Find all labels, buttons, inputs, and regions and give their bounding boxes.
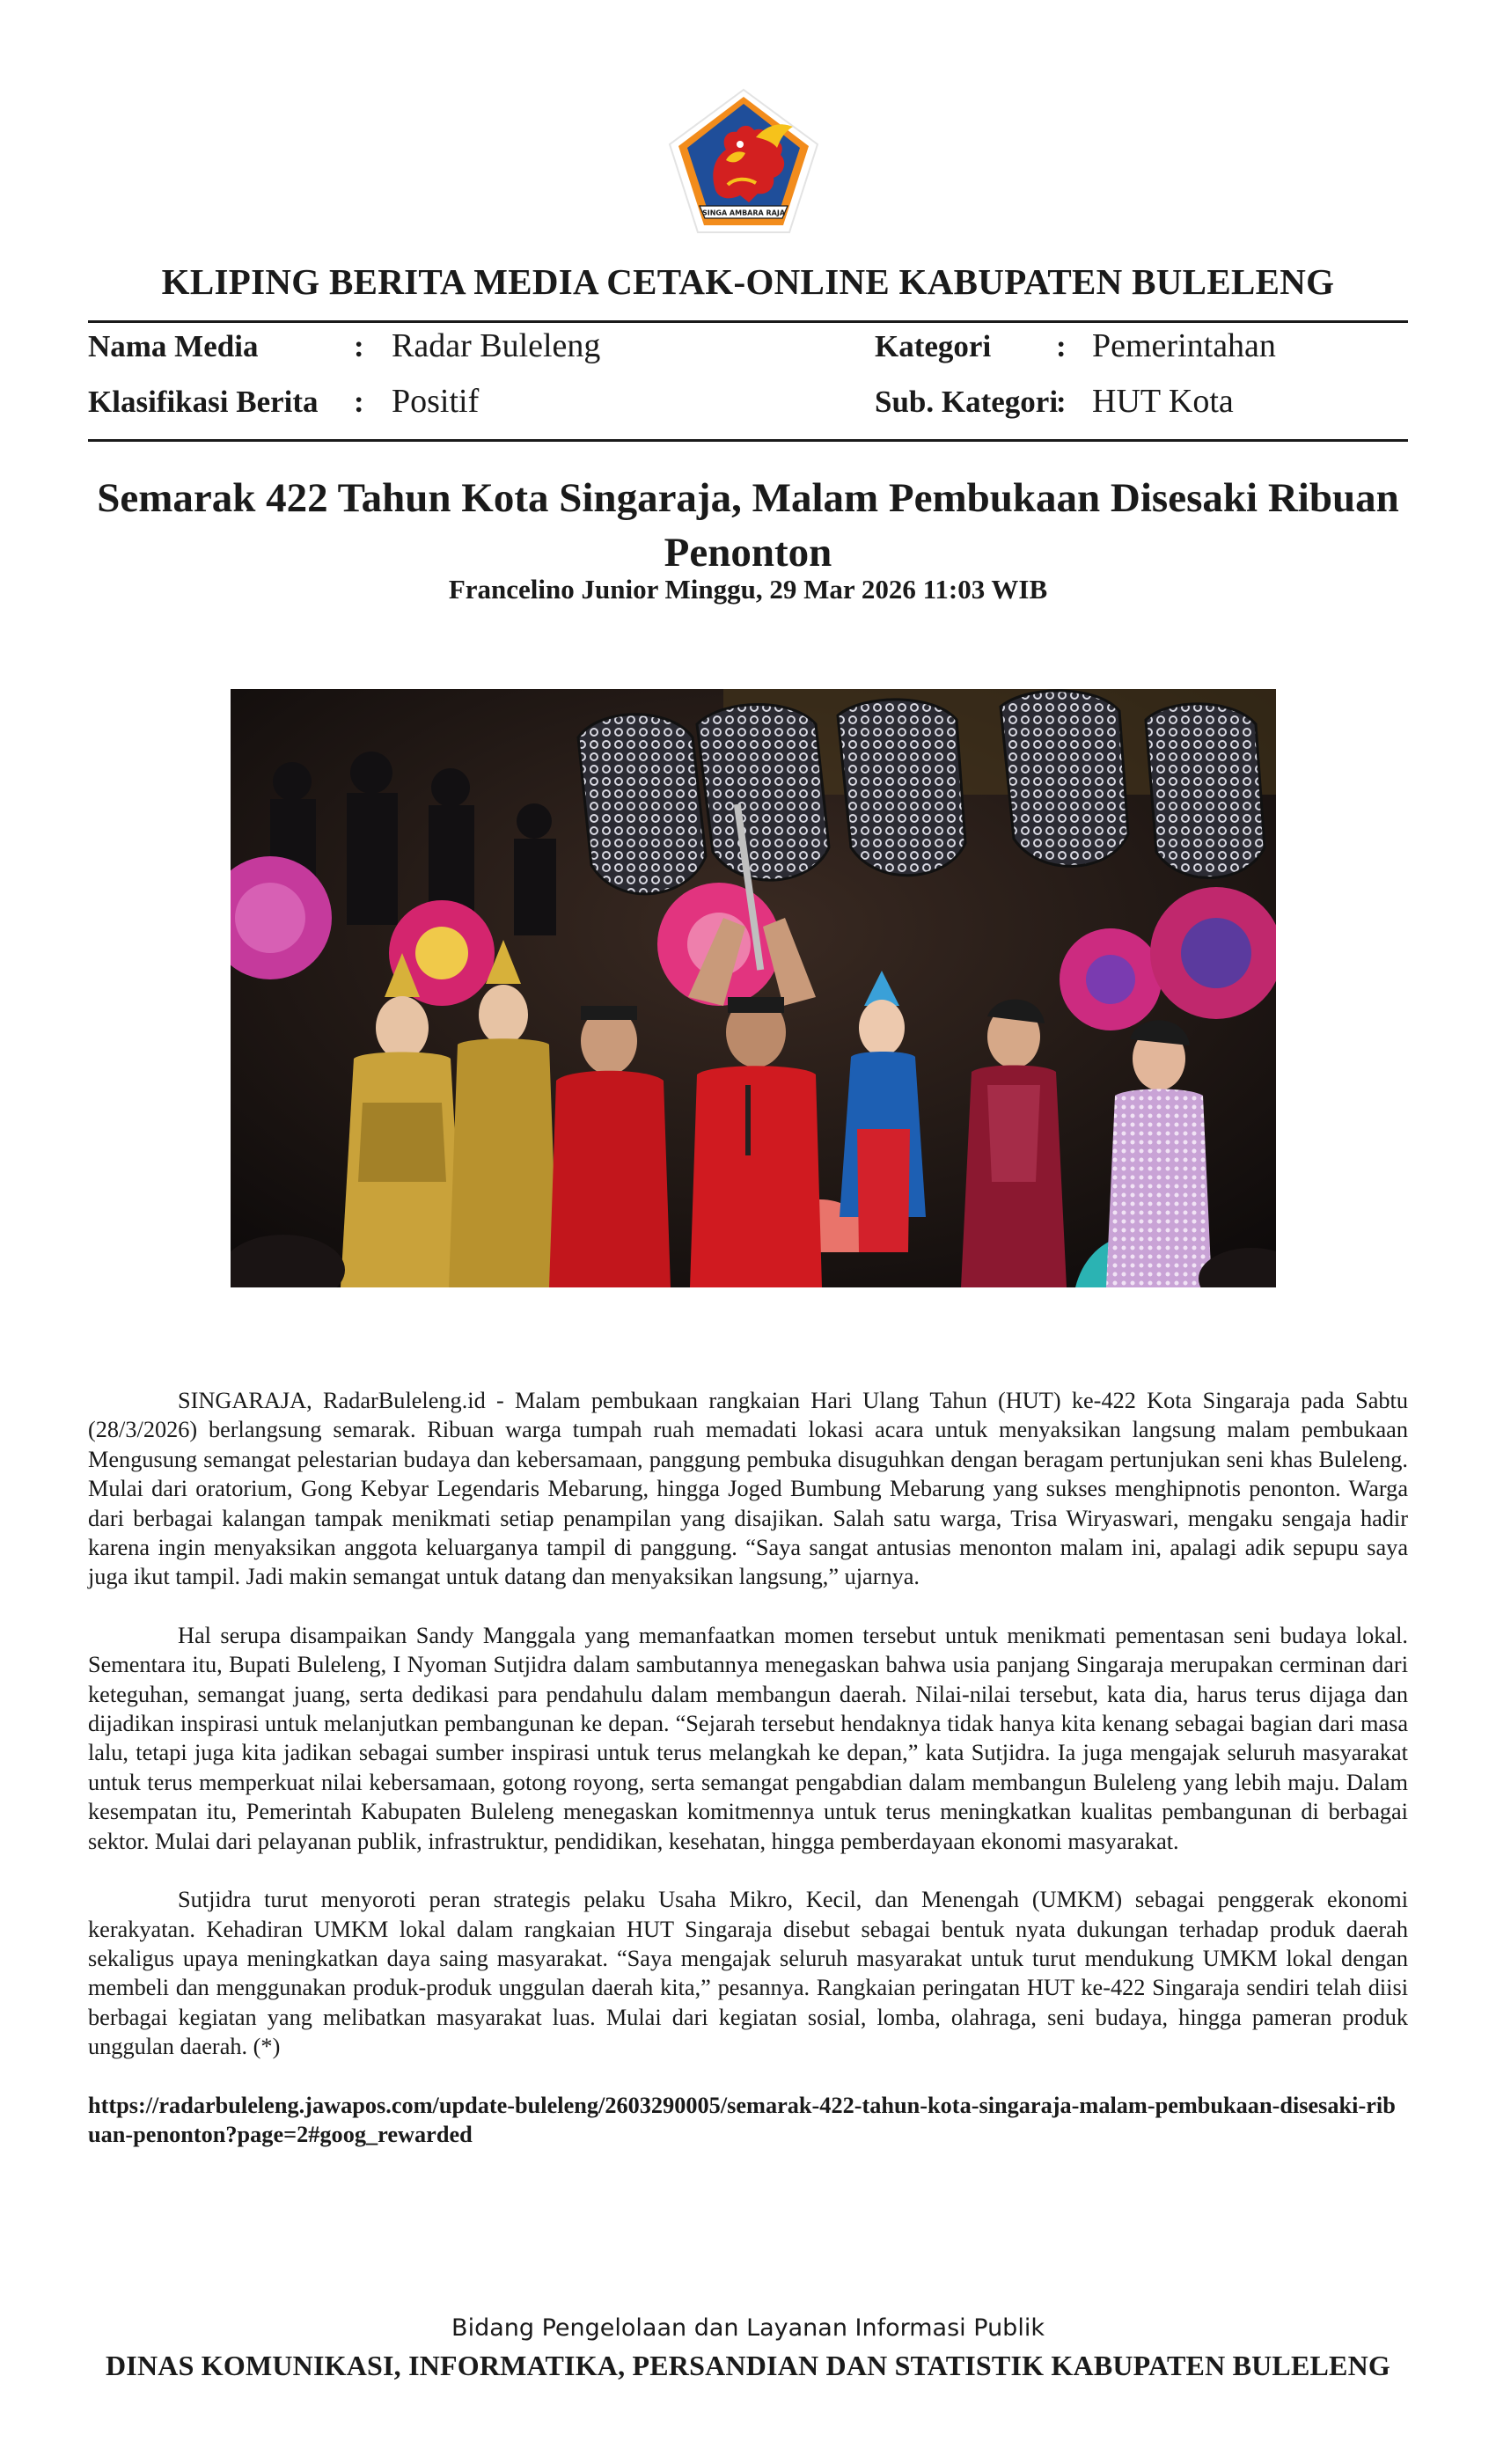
footer-department: Bidang Pengelolaan dan Layanan Informasi Publik [451,2314,1045,2342]
article-paragraph: SINGARAJA, RadarBuleleng.id - Malam pembukaan rangkaian Hari Ulang Tahun (HUT) ke-422 Kota Singaraja pada Sabtu (28/3/2026) berlangsung semarak. Ribuan warga tumpah ruah memadati lokasi acara untuk menyaksikan langsung malam pembukaan Mengusung semangat pelestarian budaya dan kebersamaan, panggung pembuka disuguhkan dengan beragam pertunjukan seni khas Buleleng. Mulai dari oratorium, Gong Kebyar Legendaris Mebarung, hingga Joged Bumbung Mebarung yang sukses menghipnotis penonton. Warga dari berbagai kalangan tampak menikmati setiap penampilan yang disajikan. Salah satu warga, Trisa Wiryaswari, mengaku sengaja hadir karena ingin menyaksikan anggota keluarganya tampil di panggung. “Saya sangat antusias menonton malam ini, apalagi adik sepupu saya juga ikut tampil. Jadi makin semangat untuk datang dan menyaksikan langsung,” ujarnya. [88,1388,1408,1590]
subkategori-colon: : [1056,385,1067,419]
logo-motto-text: SINGA AMBARA RAJA [701,209,786,217]
article-headline: Semarak 422 Tahun Kota Singaraja, Malam Pembukaan Disesaki Ribuan Penonton [97,475,1399,576]
media-label: Nama Media [88,329,259,363]
article-byline: Francelino Junior Minggu, 29 Mar 2026 11:03 WIB [448,574,1048,605]
article-paragraph: Hal serupa disampaikan Sandy Manggala yang memanfaatkan momen tersebut untuk menikmati pementasan seni budaya lokal. Sementara itu, Bupati Buleleng, I Nyoman Sutjidra dalam sambutannya menegaskan bahwa usia panjang Singaraja merupakan cerminan dari keteguhan, semangat juang, serta dedikasi para pendahulu dalam membangun daerah. Nilai-nilai tersebut, kata dia, harus terus dijaga dan dijadikan inspirasi untuk melanjutkan pembangunan ke depan. “Sejarah tersebut hendaknya tidak hanya kita kenang sebagai bagian dari masa lalu, tetapi juga kita jadikan sebagai sumber inspirasi untuk terus melangkah ke depan,” kata Sutjidra. Ia juga mengajak seluruh masyarakat untuk terus memperkuat nilai kebersamaan, gotong royong, serta semangat pengabdian dalam membangun Buleleng yang lebih maju. Dalam kesempatan itu, Pemerintah Kabupaten Buleleng menegaskan komitmennya untuk terus meningkatkan kualitas pembangunan di berbagai sektor. Mulai dari pelayanan publik, infrastruktur, pendidikan, kesehatan, hingga pemberdayaan ekonomi masyarakat. [88,1622,1408,1854]
article-paragraph: Sutjidra turut menyoroti peran strategis pelaku Usaha Mikro, Kecil, dan Menengah (UMKM) sebagai penggerak ekonomi kerakyatan. Kehadiran UMKM lokal dalam rangkaian HUT Singaraja disebut sebagai bentuk nyata dukungan terhadap produk daerah sekaligus upaya meningkatkan daya saing masyarakat. “Saya mengajak seluruh masyarakat untuk turut mendukung UMKM lokal dengan membeli dan menggunakan produk-produk unggulan daerah kita,” pesannya. Rangkaian peringatan HUT ke-422 Singaraja sendiri telah diisi berbagai kegiatan yang melibatkan masyarakat luas. Mulai dari kegiatan sosial, lomba, olahraga, seni budaya, hingga pameran produk unggulan daerah. (*) [88,1887,1408,2060]
buleleng-regency-logo [664,86,823,236]
kategori-label: Kategori [875,329,992,363]
header-divider-bottom [88,439,1408,442]
kategori-colon: : [1056,329,1067,363]
source-url-link[interactable]: https://radarbuleleng.jawapos.com/update-buleleng/2603290005/semarak-422-tahun-kota-singaraja-malam-pembukaan-disesaki-ribuan-penonton?page=2#goog_rewarded [88,2092,1396,2147]
article-body [88,1386,1408,2178]
subkategori-value: HUT Kota [1092,383,1234,420]
subkategori-label: Sub. Kategori [875,385,1059,419]
kategori-value: Pemerintahan [1092,327,1276,364]
media-value: Radar Buleleng [392,327,601,364]
klasifikasi-label: Klasifikasi Berita [88,385,319,419]
document-title: KLIPING BERITA MEDIA CETAK-ONLINE KABUPATEN BULELENG [161,261,1335,302]
article-photo [231,689,1276,1287]
footer-agency: DINAS KOMUNIKASI, INFORMATIKA, PERSANDIAN DAN STATISTIK KABUPATEN BULELENG [105,2350,1391,2381]
klasifikasi-value: Positif [392,383,480,420]
header-divider-top [88,320,1408,323]
klasifikasi-colon: : [354,385,364,419]
media-colon: : [354,329,364,363]
